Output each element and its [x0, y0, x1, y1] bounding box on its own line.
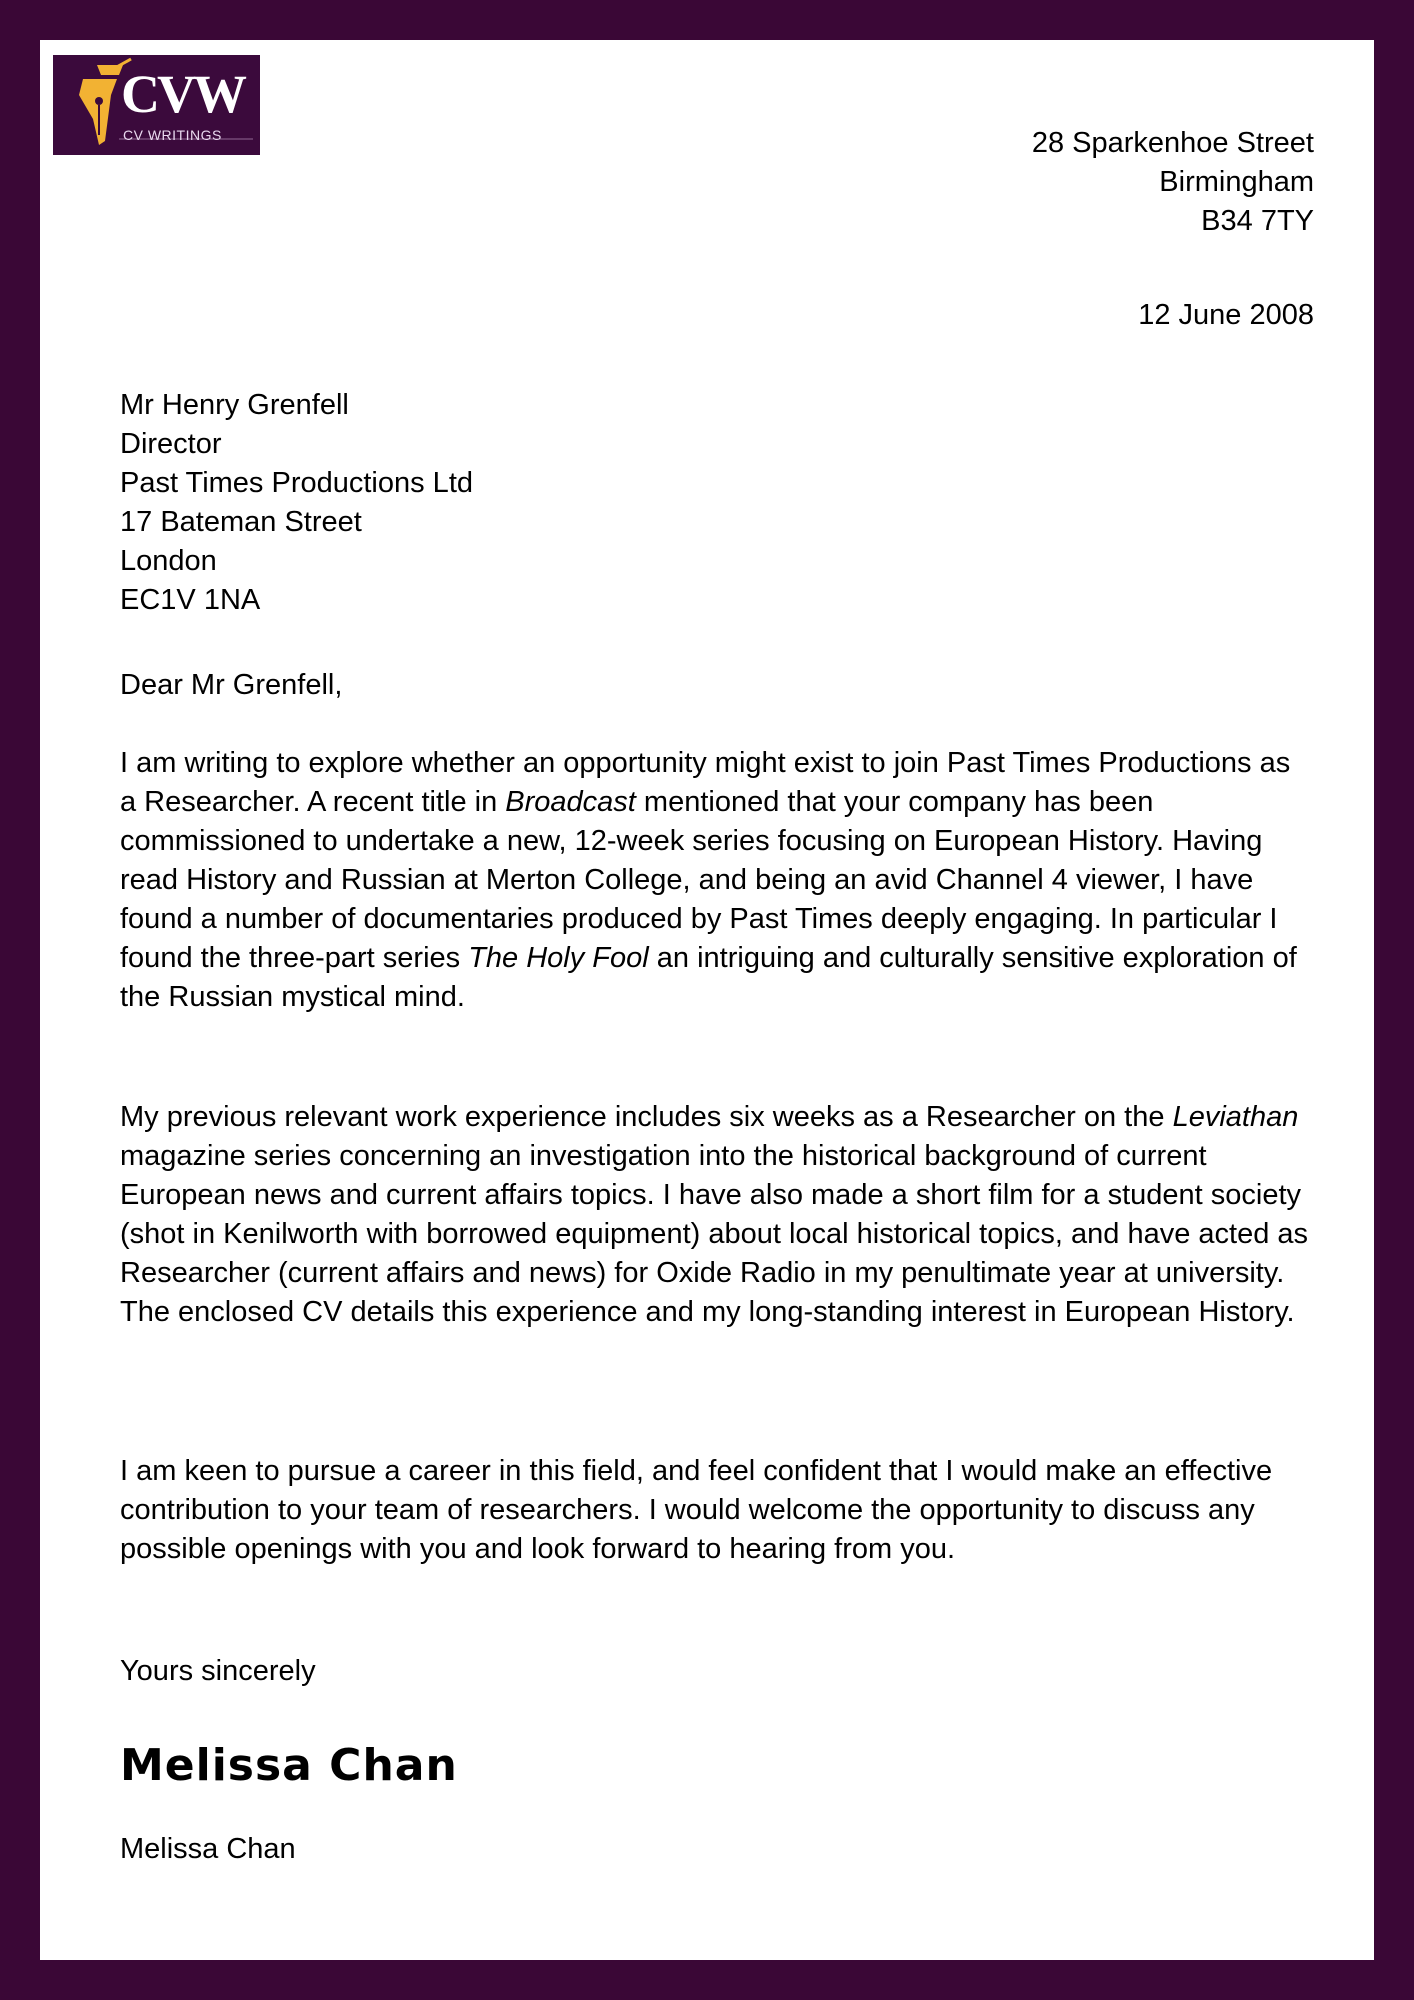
sender-address	[1032, 124, 1314, 241]
logo-subtitle: CV WRITINGS	[123, 127, 222, 143]
letter-page	[40, 40, 1374, 1960]
letter-date: 12 June 2008	[1138, 299, 1314, 331]
sender-city: Birmingham	[1159, 166, 1314, 198]
logo-mark: CVW	[121, 64, 244, 124]
paragraph-text: magazine series concerning an investigation into the historical background of current European news and current affairs topics. I have also made a short film for a student society (shot in Kenilworth with borrowed equipment) about local historical topics, and have acted as Researcher (current affairs and news) for Oxide Radio in my penultimate year at university. The enclosed CV details this experience and my long-standing interest in European History.	[120, 1140, 1309, 1328]
paragraph-closing: I am keen to pursue a career in this field, and feel confident that I would make an effective contribution to your team of researchers. I would welcome the opportunity to discuss any possible openings with you and look forward to hearing from you.	[120, 1455, 1273, 1565]
series-title: The Holy Fool	[468, 942, 649, 974]
recipient-address	[120, 386, 473, 620]
recipient-street: 17 Bateman Street	[120, 506, 362, 538]
cv-writings-logo	[53, 55, 260, 155]
printed-name: Melissa Chan	[120, 1833, 296, 1865]
paragraph-text: My previous relevant work experience includes six weeks as a Researcher on the	[120, 1101, 1173, 1133]
paragraph-text: an intriguing and culturally sensitive exploration of the Russian mystical mind.	[120, 942, 1297, 1013]
paragraph-text: I am writing to explore whether an opportunity might exist to join Past Times Productions as a Researcher. A recent title in	[120, 747, 1291, 818]
recipient-postcode: EC1V 1NA	[120, 584, 261, 616]
sender-street: 28 Sparkenhoe Street	[1031, 127, 1314, 159]
recipient-name: Mr Henry Grenfell	[120, 389, 349, 421]
paragraph-text: mentioned that your company has been commissioned to undertake a new, 12-week series focusing on European History. Having read History and Russian at Merton College, and being an avid Channel 4 viewer, I have found a number of documentaries produced by Past Times deeply engaging. In particular I found the three-part series	[120, 786, 1278, 974]
recipient-title: Director	[120, 428, 222, 460]
paragraph-intro	[120, 744, 1310, 1017]
sender-postcode: B34 7TY	[1201, 205, 1314, 237]
paragraph-experience	[120, 1098, 1310, 1332]
salutation: Dear Mr Grenfell,	[120, 669, 343, 701]
recipient-company: Past Times Productions Ltd	[120, 467, 473, 499]
publication-title: Broadcast	[505, 786, 636, 818]
magazine-title: Leviathan	[1172, 1101, 1299, 1133]
recipient-city: London	[120, 545, 217, 577]
closing-line: Yours sincerely	[120, 1655, 316, 1687]
handwritten-signature: Melissa Chan	[120, 1740, 458, 1791]
